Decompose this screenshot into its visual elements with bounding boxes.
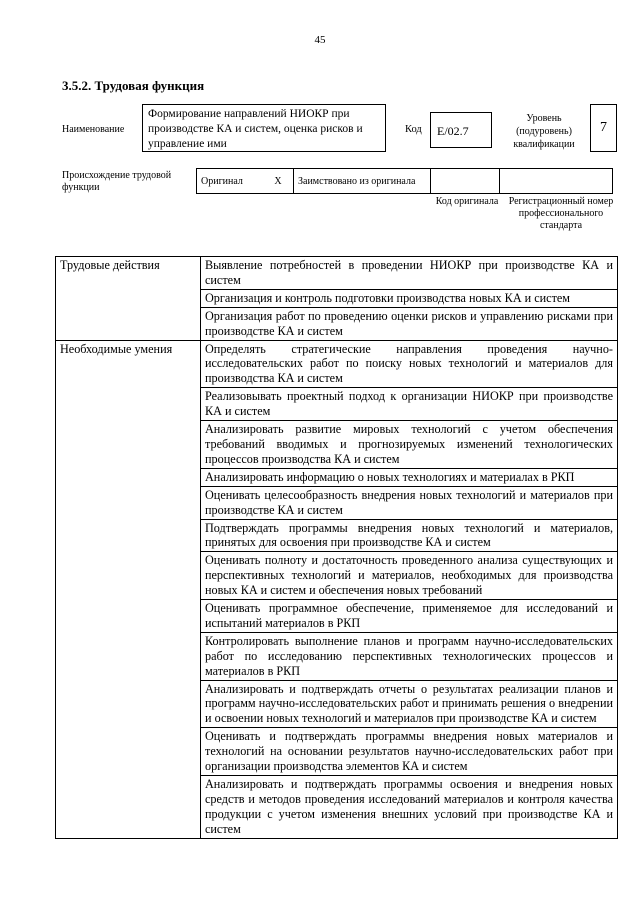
name-label: Наименование <box>62 124 125 135</box>
skill-item: Подтверждать программы внедрения новых технологий и материалов, принятых для освоения при производстве КА и систем <box>201 519 618 552</box>
skill-item: Оценивать полноту и достаточность проведенного анализа существующих и перспективных технологий и материалов, необходимых для производства новых КА и систем и обеспечения новых требований <box>201 552 618 600</box>
origin-label: Происхождение трудовой функции <box>62 170 172 193</box>
page-number: 45 <box>314 34 326 46</box>
code-caption: Код оригинала <box>435 196 499 207</box>
skill-category: Необходимые умения <box>56 340 201 838</box>
labor-action-item: Организация работ по проведению оценки рисков и управлению рисками при производстве КА и систем <box>201 307 618 340</box>
original-label: Оригинал <box>197 169 264 194</box>
registration-caption: Регистрационный номер профессионального стандарта <box>508 196 614 231</box>
borrowed-label: Заимствовано из оригинала <box>294 169 431 194</box>
level-value: 7 <box>590 104 617 152</box>
labor-action-item: Выявление потребностей в проведении НИОКР при производстве КА и систем <box>201 257 618 290</box>
skill-item: Анализировать информацию о новых технологиях и материалах в РКП <box>201 468 618 486</box>
origin-table <box>196 168 613 194</box>
registration-number-cell <box>500 169 613 194</box>
code-value: E/02.7 <box>430 112 492 148</box>
skill-item: Анализировать и подтверждать отчеты о результатах реализации планов и программ научно-исследовательских работ и принимать решения о внедрении и освоении новых технологий и материалов при производстве КА и систем <box>201 680 618 728</box>
skill-item: Оценивать и подтверждать программы внедрения новых материалов и технологий на основании результатов научно-исследовательских работ при организации производства элементов КА и систем <box>201 728 618 776</box>
section-title: 3.5.2. Трудовая функция <box>62 78 205 93</box>
skill-item: Оценивать целесообразность внедрения новых технологий и материалов при производстве КА и систем <box>201 486 618 519</box>
skill-item: Контролировать выполнение планов и программ научно-исследовательских работ по исследованию перспективных технологических процессов и материалов в РКП <box>201 632 618 680</box>
code-label: Код <box>405 124 422 135</box>
original-mark: X <box>263 169 294 194</box>
original-code-cell <box>431 169 500 194</box>
skill-item: Анализировать и подтверждать программы освоения и внедрения новых средств и методов проведения исследований материалов и контроля качества продукции с учетом изменения внешних условий при производстве КА и систем <box>201 776 618 839</box>
skill-item: Анализировать развитие мировых технологий с учетом обеспечения требований вводимых и прогнозируемых изменений технологических процессов производства КА и систем <box>201 421 618 469</box>
table-row <box>56 257 618 290</box>
level-label: Уровень (подуровень) квалификации <box>513 113 575 150</box>
table-row <box>56 340 618 388</box>
skill-item: Определять стратегические направления проведения научно-исследовательских работ по поиску новых технологий и материалов для производства КА и систем <box>201 340 618 388</box>
function-table <box>55 256 618 839</box>
skill-item: Реализовывать проектный подход к организации НИОКР при производстве КА и систем <box>201 388 618 421</box>
labor-action-category: Трудовые действия <box>56 257 201 341</box>
name-value: Формирование направлений НИОКР при производстве КА и систем, оценка рисков и управление ими <box>142 104 386 152</box>
skill-item: Оценивать программное обеспечение, применяемое для исследований и испытаний материалов в РКП <box>201 600 618 633</box>
labor-action-item: Организация и контроль подготовки производства новых КА и систем <box>201 289 618 307</box>
